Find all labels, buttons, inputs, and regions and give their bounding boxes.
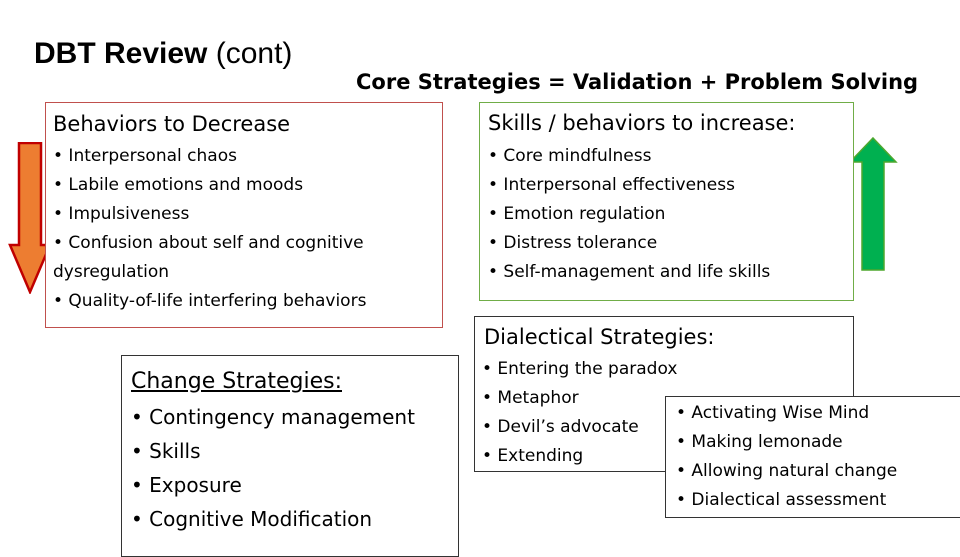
- behaviors-to-decrease-list: [53, 142, 366, 316]
- list-item: • Interpersonal effectiveness: [488, 175, 735, 195]
- list-item: • Dialectical assessment: [676, 490, 887, 510]
- dialectical-strategies-more-list: [676, 399, 897, 515]
- slide-subtitle: Core Strategies = Validation + Problem Solving: [356, 70, 919, 94]
- behaviors-to-decrease-box: [45, 102, 443, 328]
- list-item: • Interpersonal chaos: [53, 146, 237, 166]
- list-item: • Confusion about self and cognitive: [53, 233, 364, 253]
- dialectical-strategies-more-box: [665, 396, 960, 518]
- behaviors-to-decrease-heading: Behaviors to Decrease: [53, 112, 291, 136]
- skills-to-increase-box: [479, 102, 854, 301]
- up-arrow-icon: [848, 136, 898, 272]
- change-strategies-list: [131, 400, 415, 536]
- list-item: • Distress tolerance: [488, 233, 658, 253]
- slide-title: [34, 36, 292, 72]
- skills-to-increase-heading: Skills / behaviors to increase:: [488, 111, 796, 135]
- list-item: • Core mindfulness: [488, 146, 652, 166]
- list-item: • Devil’s advocate: [482, 417, 639, 437]
- list-item: • Emotion regulation: [488, 204, 666, 224]
- list-item: dysregulation: [53, 262, 170, 282]
- change-strategies-box: [121, 355, 459, 557]
- list-item: • Activating Wise Mind: [676, 403, 870, 423]
- dialectical-strategies-heading: Dialectical Strategies:: [484, 325, 715, 349]
- skills-to-increase-list: [488, 142, 770, 287]
- dialectical-strategies-list: [482, 355, 677, 471]
- list-item: • Skills: [131, 439, 201, 463]
- change-strategies-heading: Change Strategies:: [131, 369, 342, 394]
- list-item: • Contingency management: [131, 405, 415, 429]
- list-item: • Allowing natural change: [676, 461, 898, 481]
- list-item: • Exposure: [131, 473, 242, 497]
- list-item: • Quality-of-life interfering behaviors: [53, 291, 367, 311]
- list-item: • Making lemonade: [676, 432, 843, 452]
- list-item: • Cognitive Modification: [131, 507, 373, 531]
- list-item: • Extending: [482, 446, 584, 466]
- list-item: • Entering the paradox: [482, 359, 678, 379]
- list-item: • Metaphor: [482, 388, 579, 408]
- slide-title-suffix: (cont): [207, 37, 293, 70]
- slide-title-main: DBT Review: [34, 37, 208, 70]
- list-item: • Self-management and life skills: [488, 262, 771, 282]
- list-item: • Labile emotions and moods: [53, 175, 304, 195]
- list-item: • Impulsiveness: [53, 204, 190, 224]
